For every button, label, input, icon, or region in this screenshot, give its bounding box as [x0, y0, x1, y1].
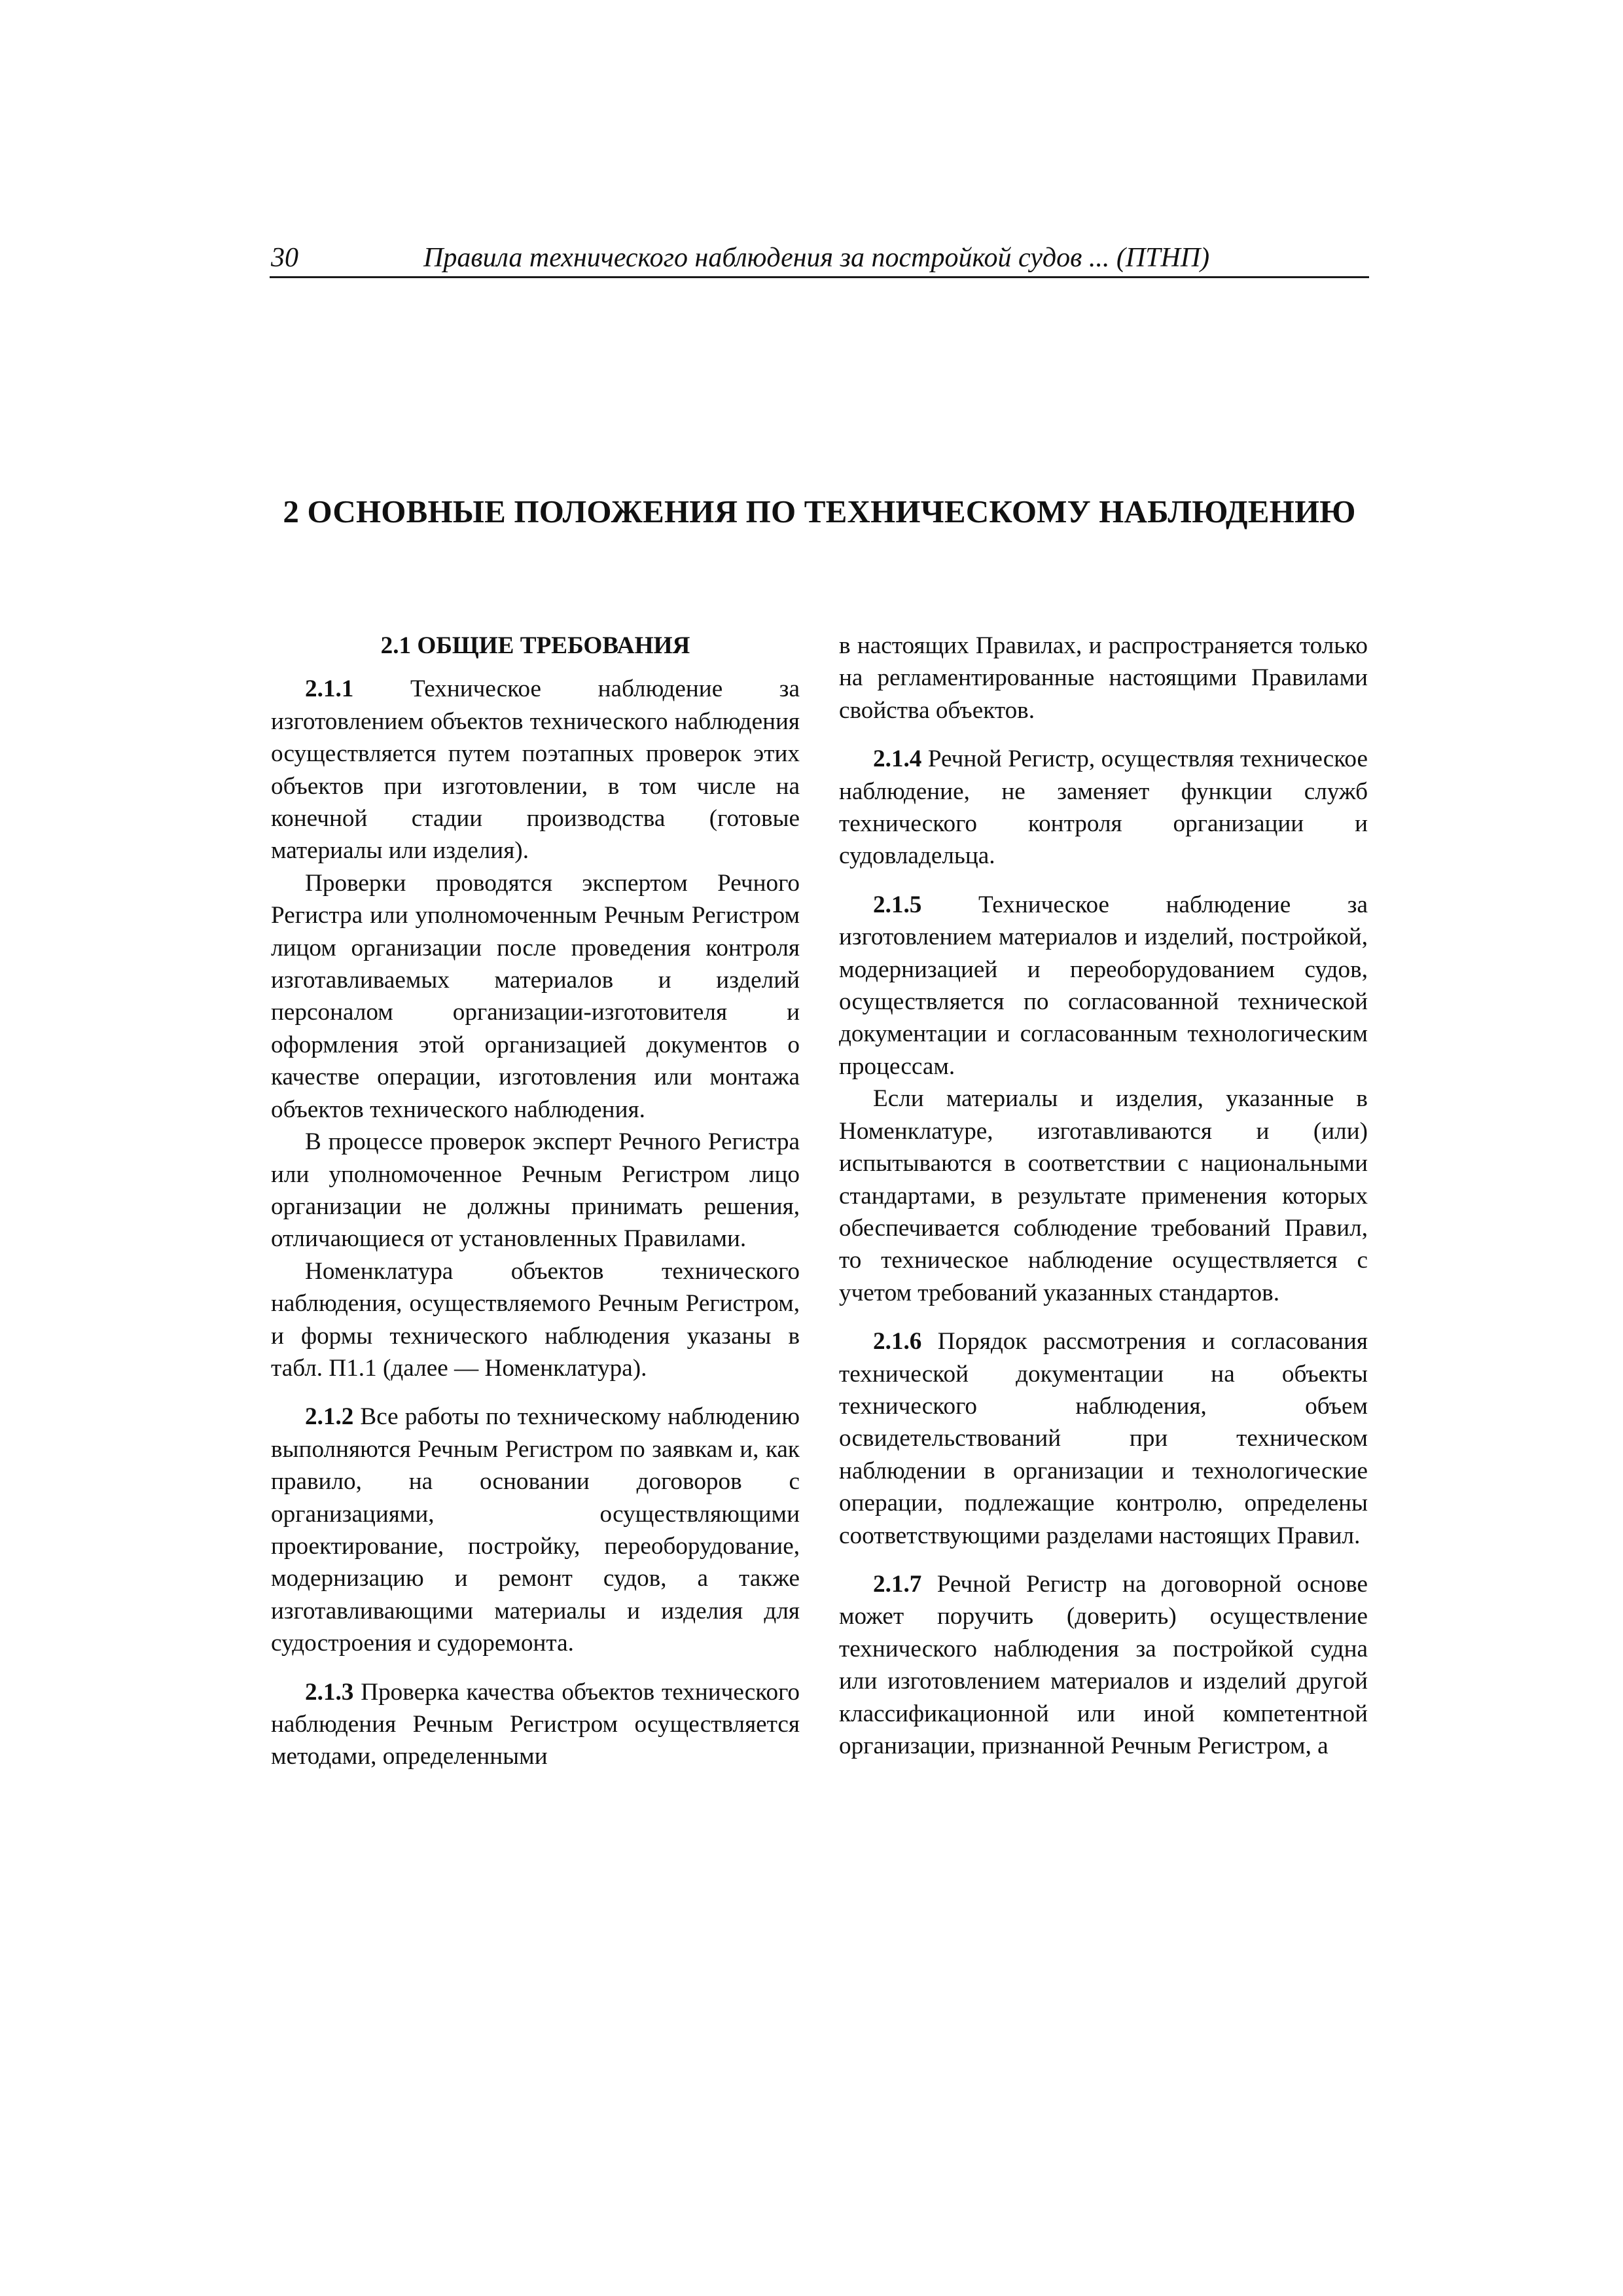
paragraph-text: Речной Регистр, осуществляя техническое наблюдение, не заменяет функции служб технического контроля организации и судовладельца.: [839, 745, 1368, 870]
paragraph-number: 2.1.5: [873, 891, 922, 918]
right-column: [839, 630, 1368, 1762]
left-column: [271, 630, 800, 1773]
paragraph-text: Речной Регистр на договорной основе может поручить (доверить) осуществление технического наблюдения за постройкой судна или изготовлением материалов и изделий другой классификационной или иной компетентной организации, признанной Речным Регистром, а: [839, 1570, 1368, 1759]
paragraph-2-1-7: [839, 1568, 1368, 1762]
paragraph-number: 2.1.6: [873, 1328, 922, 1355]
paragraph-number: 2.1.1: [305, 675, 354, 703]
paragraph-number: 2.1.7: [873, 1570, 922, 1598]
paragraph-text: Проверка качества объектов технического наблюдения Речным Регистром осуществляется методами, определенными: [271, 1678, 800, 1770]
paragraph-2-1-3-continued: в настоящих Правилах, и распространяется только на регламентированные настоящими Правилами свойства объектов.: [839, 632, 1368, 724]
chapter-title: 2 ОСНОВНЫЕ ПОЛОЖЕНИЯ ПО ТЕХНИЧЕСКОМУ НАБЛЮДЕНИЮ: [283, 493, 1356, 529]
paragraph-2-1-6: [839, 1325, 1368, 1552]
paragraph-text: Все работы по техническому наблюдению выполняются Речным Регистром по заявкам и, как правило, на основании договоров с организациями, осуществляющими проектирование, постройку, переоборудование, модернизацию и ремонт судов, а также изготавливающими материалы и изделия для судостроения и судоремонта.: [271, 1403, 800, 1657]
paragraph-text: Техническое наблюдение за изготовлением материалов и изделий, постройкой, модернизацией и переоборудованием судов, осуществляется по согласованной технической документации и согласованным технологическим процессам.: [839, 891, 1368, 1080]
paragraph-text: Техническое наблюдение за изготовлением объектов технического наблюдения осуществляется путем поэтапных проверок этих объектов при изготовлении, в том числе на конечной стадии производства (готовые материалы или изделия).: [271, 675, 800, 865]
section-title: 2.1 ОБЩИЕ ТРЕБОВАНИЯ: [380, 632, 690, 659]
paragraph-text: Порядок рассмотрения и согласования технической документации на объекты технического наблюдения, объем освидетельствований при техническом наблюдении в организации и технологические операции, подлежащие контролю, определены соответствующими разделами настоящих Правил.: [839, 1328, 1368, 1549]
page-header: [270, 241, 1369, 278]
paragraph-2-1-2: [271, 1401, 800, 1659]
paragraph-2-1-1-nomenclature: Номенклатура объектов технического наблюдения, осуществляемого Речным Регистром, и формы технического наблюдения указаны в табл. П1.1 (далее — Номенклатура).: [271, 1257, 800, 1382]
paragraph-2-1-5: [839, 889, 1368, 1083]
paragraph-number: 2.1.4: [873, 745, 922, 773]
paragraph-2-1-4: [839, 743, 1368, 872]
running-title: Правила технического наблюдения за постройкой судов ... (ПТНП): [423, 243, 1210, 273]
paragraph-2-1-5-standards: Если материалы и изделия, указанные в Номенклатуре, изготавливаются и (или) испытываются в соответствии с национальными стандартами, в результате применения которых обеспечивается соблюдение требований Правил, то техническое наблюдение осуществляется с учетом требований указанных стандартов.: [839, 1085, 1368, 1306]
paragraph-number: 2.1.3: [305, 1678, 354, 1706]
paragraph-2-1-1-decisions: В процессе проверок эксперт Речного Регистра или уполномоченное Речным Регистром лицо организации не должны принимать решения, отличающиеся от установленных Правилами.: [271, 1128, 800, 1253]
paragraph-2-1-1: [271, 673, 800, 867]
paragraph-2-1-3: [271, 1676, 800, 1773]
page-number: 30: [271, 243, 298, 273]
paragraph-2-1-1-checks: Проверки проводятся экспертом Речного Регистра или уполномоченным Речным Регистром лицом организации после проведения контроля изготавливаемых материалов и изделий персоналом организации-изготовителя и оформления этой организацией документов о качестве операции, изготовления или монтажа объектов технического наблюдения.: [271, 869, 800, 1123]
paragraph-number: 2.1.2: [305, 1403, 354, 1431]
